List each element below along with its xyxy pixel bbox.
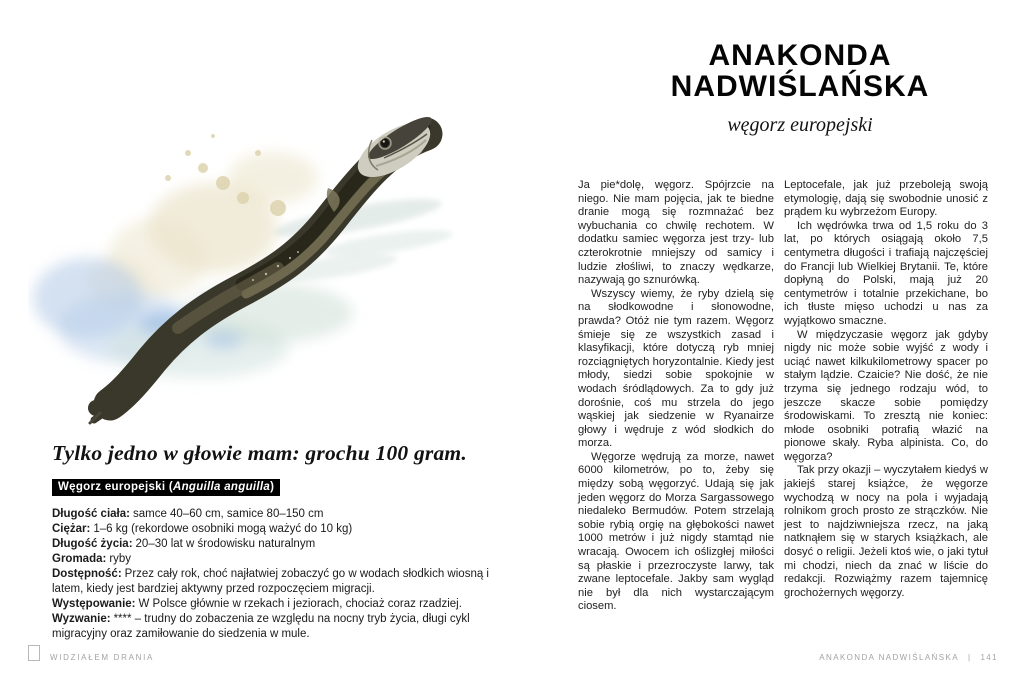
fact-value: samce 40–60 cm, samice 80–150 cm bbox=[132, 508, 324, 520]
fact-value: W Polsce głównie w rzekach i jeziorach, chociaż coraz rzadziej. bbox=[138, 598, 462, 610]
running-footer-chapter: ANAKONDA NADWIŚLAŃSKA bbox=[819, 653, 959, 662]
eel-watercolor-svg bbox=[28, 98, 498, 443]
fact-label: Ciężar: bbox=[52, 523, 91, 535]
eel-illustration bbox=[28, 98, 498, 443]
body-paragraph: Węgorze wędrują za morze, nawet 6000 kilometrów, po to, żeby się między sobą węgorzyć. Udają się jak jeden węgorz do Morza Sargassowego niedaleko Bermudów. Potem strzelają sobie rybią orgię na głębokości nawet 1000 metrów i już nigdy stamtąd nie wracają. Owocem ich oślizgłej miłości są płaskie i przezroczyste larwy, tak zwane leptocefale. Jakby sam wygląd nie był dla nich wystarczającym ciosem. bbox=[578, 450, 774, 613]
fact-line-challenge bbox=[52, 612, 497, 642]
fact-line-class bbox=[52, 552, 497, 567]
fact-value: ryby bbox=[109, 553, 132, 565]
fact-value: **** – trudny do zobaczenia ze względu na nocny tryb życia, długi cykl migracyjny oraz zamiłowanie do siedzenia w mule. bbox=[52, 613, 470, 640]
fact-list bbox=[52, 507, 497, 642]
text-column-2 bbox=[784, 179, 988, 600]
chapter-subtitle: węgorz europejski bbox=[727, 114, 873, 136]
fact-value: 1–6 kg (rekordowe osobniki mogą ważyć do 10 kg) bbox=[93, 523, 353, 535]
page-number: 141 bbox=[980, 653, 998, 662]
body-paragraph: Ja pie*dolę, węgorz. Spójrzcie na niego. Nie mam pojęcia, jak te biedne dranie mogą się rozmnażać bez wybuchania co chwilę rechotem. W dodatku samiec węgorza jest trzy- lub czterokrotnie mniejszy od samicy i ludzie złośliwi, to znaczy wędkarze, nazywają go sznurówką. bbox=[578, 179, 774, 287]
fact-line-body-length bbox=[52, 507, 497, 522]
fact-value: Przez cały rok, choć najłatwiej zobaczyć go w wodach słodkich wiosną i latem, kiedy jest bardziej aktywny przed rozpoczęciem migracji. bbox=[52, 568, 489, 595]
body-paragraph: Tak przy okazji – wyczytałem kiedyś w jakiejś starej książce, że węgorze wychodzą w nocy na pola i wyjadają rolnikom groch prosto ze strączków. Nie jest to najdziwniejsza rzecz, na jaką natknąłem się w starych książkach, ale dosyć o religii. Jeżeli ktoś wie, o jaki tytuł mi chodzi, niech da znać w liście do redakcji. Rozwiążmy razem tajemnicę grochożernych węgorzy. bbox=[784, 464, 988, 599]
eel-eye bbox=[381, 139, 389, 147]
body-paragraph: Leptocefale, jak już przeboleją swoją etymologię, dają się swobodnie unosić z prądem ku wybrzeżom Europy. bbox=[784, 179, 988, 219]
fact-line-weight bbox=[52, 522, 497, 537]
fact-label: Występowanie: bbox=[52, 598, 136, 610]
fact-line-lifespan bbox=[52, 537, 497, 552]
text-column-1 bbox=[578, 179, 774, 614]
seen-it-checkbox[interactable] bbox=[28, 645, 40, 661]
fact-value: 20–30 lat w środowisku naturalnym bbox=[135, 538, 316, 550]
fact-label: Dostępność: bbox=[52, 568, 122, 580]
species-latin-name: Anguilla anguilla bbox=[172, 481, 271, 493]
species-label-suffix: ) bbox=[270, 481, 275, 493]
footer-separator: | bbox=[967, 653, 972, 662]
seen-it-label: WIDZIAŁEM DRANIA bbox=[50, 653, 155, 662]
chapter-title: ANAKONDA NADWIŚLAŃSKA bbox=[670, 39, 930, 103]
species-label-prefix: Węgorz europejski ( bbox=[58, 481, 173, 493]
running-footer bbox=[819, 653, 998, 662]
fact-line-availability bbox=[52, 567, 497, 597]
body-paragraph: Wszyscy wiemy, że ryby dzielą się na słodkowodne i słonowodne, prawda? Otóż nie tym razem. Węgorz śmieje się ze wszystkich zasad i klasyfikacji, które dotyczą ryb mniej rozciągniętych horyzontalnie. Kiedy jest młody, siedzi sobie spokojnie w wodach śródlądowych. Za to gdy już dorośnie, coś mu strzela do jego wąskiej jak siedzenie w Ryanairze głowy i wędruje z wód słodkich do morza. bbox=[578, 287, 774, 450]
body-paragraph: Ich wędrówka trwa od 1,5 roku do 3 lat, po których osiągają około 7,5 centymetra długości i trafiają najczęściej do Francji lub Wielkiej Brytanii. Te, które dopłyną do Polski, mają już 20 centymetrów i totalnie przekichane, bo ich tłuste mięso uchodzi u nas za wyjątkowo smaczne. bbox=[784, 219, 988, 327]
body-paragraph: W międzyczasie węgorz jak gdyby nigdy nic może sobie wyjść z wody i uciąć nawet kilkukilometrowy spacer po stałym lądzie. Czaicie? Nie dość, że nie trzyma się jednego rodzaju wód, to jeszcze skacze sobie pomiędzy środowiskami. To zresztą nie koniec: młode osobniki potrafią włazić na pionowe skały. Ryba alpinista. Co, do węgorza? bbox=[784, 328, 988, 463]
fact-label: Wyzwanie: bbox=[52, 613, 111, 625]
species-label bbox=[52, 479, 280, 496]
fact-label: Gromada: bbox=[52, 553, 107, 565]
pull-quote: Tylko jedno w głowie mam: grochu 100 gram. bbox=[52, 441, 467, 465]
fact-label: Długość ciała: bbox=[52, 508, 130, 520]
fact-label: Długość życia: bbox=[52, 538, 133, 550]
fact-line-occurrence bbox=[52, 597, 497, 612]
